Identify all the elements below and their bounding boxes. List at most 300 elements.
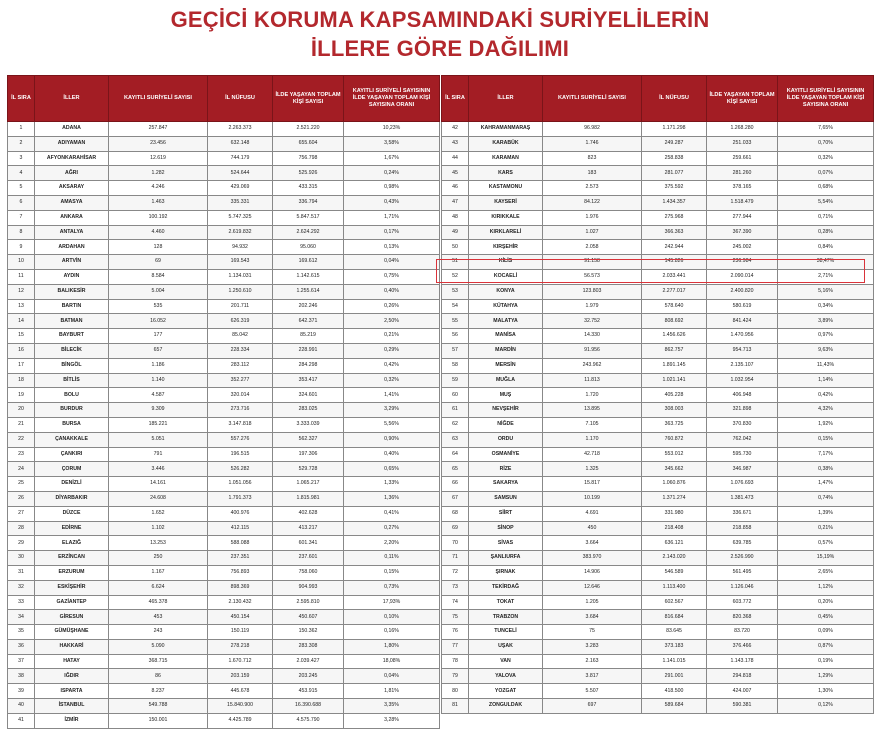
population-cell: 2.277.017: [642, 284, 707, 299]
table-row: [8, 388, 440, 403]
population-cell: 553.012: [642, 447, 707, 462]
registered-syrians-cell: 549.788: [109, 699, 208, 714]
table-row: [8, 329, 440, 344]
rank-cell: 77: [442, 639, 469, 654]
total-population-cell: 450.607: [273, 610, 344, 625]
province-cell: BARTIN: [35, 299, 109, 314]
registered-syrians-cell: 123.803: [543, 284, 642, 299]
table-row: [8, 713, 440, 728]
population-cell: 1.791.373: [208, 491, 273, 506]
table-row: [442, 181, 874, 196]
population-cell: 578.640: [642, 299, 707, 314]
province-cell: DİYARBAKIR: [35, 491, 109, 506]
registered-syrians-cell: 1.186: [109, 358, 208, 373]
registered-syrians-cell: 5.004: [109, 284, 208, 299]
table-row: [8, 314, 440, 329]
total-population-cell: 2.526.990: [707, 551, 778, 566]
table-row: [8, 684, 440, 699]
ratio-cell: 9,63%: [778, 343, 874, 358]
ratio-cell: 0,38%: [778, 462, 874, 477]
population-cell: 546.589: [642, 565, 707, 580]
population-cell: 218.408: [642, 521, 707, 536]
province-cell: BİNGÖL: [35, 358, 109, 373]
total-population-cell: 1.065.217: [273, 477, 344, 492]
table-row: [442, 580, 874, 595]
rank-cell: 8: [8, 225, 35, 240]
ratio-cell: 1,80%: [344, 639, 440, 654]
total-population-cell: 294.818: [707, 669, 778, 684]
ratio-cell: 38,47%: [778, 255, 874, 270]
kocaeli-highlight-box: [436, 259, 865, 283]
population-cell: 1.051.056: [208, 477, 273, 492]
total-population-cell: 1.032.954: [707, 373, 778, 388]
total-population-cell: 283.025: [273, 403, 344, 418]
rank-cell: 24: [8, 462, 35, 477]
ratio-cell: 0,26%: [344, 299, 440, 314]
rank-cell: 76: [442, 625, 469, 640]
table-row: [442, 299, 874, 314]
total-population-cell: 236.984: [707, 255, 778, 270]
total-population-cell: 4.575.790: [273, 713, 344, 728]
rank-cell: 27: [8, 506, 35, 521]
ratio-cell: 0,65%: [344, 462, 440, 477]
table-row: [8, 536, 440, 551]
province-cell: HAKKARİ: [35, 639, 109, 654]
province-cell: AYDIN: [35, 269, 109, 284]
table-row: [442, 477, 874, 492]
rank-cell: 45: [442, 166, 469, 181]
registered-syrians-cell: 2.573: [543, 181, 642, 196]
table-row: [8, 181, 440, 196]
table-row: [8, 373, 440, 388]
header-total-population: İLDE YAŞAYAN TOPLAM KİŞİ SAYISI: [273, 76, 344, 122]
province-cell: BURSA: [35, 417, 109, 432]
province-cell: VAN: [469, 654, 543, 669]
registered-syrians-cell: 243.962: [543, 358, 642, 373]
population-cell: 808.692: [642, 314, 707, 329]
population-cell: 760.872: [642, 432, 707, 447]
rank-cell: 40: [8, 699, 35, 714]
total-population-cell: 370.830: [707, 417, 778, 432]
table-row: [442, 358, 874, 373]
province-cell: ANTALYA: [35, 225, 109, 240]
ratio-cell: 0,90%: [344, 432, 440, 447]
table-row: [8, 255, 440, 270]
ratio-cell: 3,28%: [344, 713, 440, 728]
province-cell: GÜMÜŞHANE: [35, 625, 109, 640]
table-row: [8, 699, 440, 714]
ratio-cell: 3,58%: [344, 136, 440, 151]
population-cell: 429.069: [208, 181, 273, 196]
population-cell: 196.515: [208, 447, 273, 462]
registered-syrians-cell: 14.161: [109, 477, 208, 492]
rank-cell: 14: [8, 314, 35, 329]
table-row: [442, 536, 874, 551]
ratio-cell: 1,30%: [778, 684, 874, 699]
ratio-cell: 0,32%: [344, 373, 440, 388]
province-cell: KARS: [469, 166, 543, 181]
ratio-cell: 0,09%: [778, 625, 874, 640]
population-cell: 345.662: [642, 462, 707, 477]
registered-syrians-cell: 3.283: [543, 639, 642, 654]
total-population-cell: 590.381: [707, 699, 778, 714]
province-cell: AKSARAY: [35, 181, 109, 196]
rank-cell: 43: [442, 136, 469, 151]
header-total-population: İLDE YAŞAYAN TOPLAM KİŞİ SAYISI: [707, 76, 778, 122]
registered-syrians-cell: 14.330: [543, 329, 642, 344]
population-cell: 445.678: [208, 684, 273, 699]
province-cell: BİTLİS: [35, 373, 109, 388]
rank-cell: 50: [442, 240, 469, 255]
province-cell: SİİRT: [469, 506, 543, 521]
ratio-cell: 0,19%: [778, 654, 874, 669]
ratio-cell: 0,41%: [344, 506, 440, 521]
province-table-left: [7, 75, 440, 729]
rank-cell: 26: [8, 491, 35, 506]
province-cell: MUĞLA: [469, 373, 543, 388]
total-population-cell: 346.987: [707, 462, 778, 477]
population-cell: 1.371.274: [642, 491, 707, 506]
table-row: [8, 151, 440, 166]
total-population-cell: 1.142.615: [273, 269, 344, 284]
rank-cell: 11: [8, 269, 35, 284]
population-cell: 1.891.145: [642, 358, 707, 373]
ratio-cell: 4,32%: [778, 403, 874, 418]
rank-cell: 12: [8, 284, 35, 299]
registered-syrians-cell: 5.090: [109, 639, 208, 654]
total-population-cell: 561.495: [707, 565, 778, 580]
ratio-cell: 0,74%: [778, 491, 874, 506]
total-population-cell: 259.661: [707, 151, 778, 166]
registered-syrians-cell: 250: [109, 551, 208, 566]
total-population-cell: 2.090.014: [707, 269, 778, 284]
registered-syrians-cell: 1.282: [109, 166, 208, 181]
rank-cell: 81: [442, 699, 469, 714]
total-population-cell: 202.246: [273, 299, 344, 314]
ratio-cell: 0,98%: [344, 181, 440, 196]
ratio-cell: 0,43%: [344, 195, 440, 210]
population-cell: 636.121: [642, 536, 707, 551]
province-cell: BOLU: [35, 388, 109, 403]
population-cell: 2.033.441: [642, 269, 707, 284]
total-population-cell: 376.466: [707, 639, 778, 654]
registered-syrians-cell: 96.982: [543, 122, 642, 137]
table-row: [442, 240, 874, 255]
province-cell: SAMSUN: [469, 491, 543, 506]
header-rank: İL SIRA: [442, 76, 469, 122]
rank-cell: 19: [8, 388, 35, 403]
total-population-cell: 525.926: [273, 166, 344, 181]
total-population-cell: 603.772: [707, 595, 778, 610]
rank-cell: 69: [442, 521, 469, 536]
total-population-cell: 402.628: [273, 506, 344, 521]
province-cell: KARABÜK: [469, 136, 543, 151]
rank-cell: 56: [442, 329, 469, 344]
registered-syrians-cell: 12.646: [543, 580, 642, 595]
ratio-cell: 0,10%: [344, 610, 440, 625]
province-cell: BURDUR: [35, 403, 109, 418]
total-population-cell: 529.728: [273, 462, 344, 477]
total-population-cell: 413.217: [273, 521, 344, 536]
ratio-cell: 0,32%: [778, 151, 874, 166]
ratio-cell: 2,50%: [344, 314, 440, 329]
table-row: [8, 669, 440, 684]
population-cell: 237.351: [208, 551, 273, 566]
population-cell: 756.893: [208, 565, 273, 580]
registered-syrians-cell: 1.325: [543, 462, 642, 477]
ratio-cell: 0,75%: [344, 269, 440, 284]
total-population-cell: 2.039.427: [273, 654, 344, 669]
rank-cell: 9: [8, 240, 35, 255]
population-cell: 258.838: [642, 151, 707, 166]
rank-cell: 10: [8, 255, 35, 270]
rank-cell: 48: [442, 210, 469, 225]
ratio-cell: 0,21%: [344, 329, 440, 344]
population-cell: 862.757: [642, 343, 707, 358]
total-population-cell: 758.060: [273, 565, 344, 580]
table-row: [8, 491, 440, 506]
total-population-cell: 16.390.688: [273, 699, 344, 714]
population-cell: 273.716: [208, 403, 273, 418]
ratio-cell: 1,39%: [778, 506, 874, 521]
rank-cell: 68: [442, 506, 469, 521]
population-cell: 375.592: [642, 181, 707, 196]
registered-syrians-cell: 9.309: [109, 403, 208, 418]
province-cell: BİLECİK: [35, 343, 109, 358]
ratio-cell: 15,19%: [778, 551, 874, 566]
rank-cell: 70: [442, 536, 469, 551]
table-row: [442, 610, 874, 625]
ratio-cell: 1,81%: [344, 684, 440, 699]
rank-cell: 67: [442, 491, 469, 506]
registered-syrians-cell: 2.058: [543, 240, 642, 255]
population-cell: 150.119: [208, 625, 273, 640]
rank-cell: 47: [442, 195, 469, 210]
rank-cell: 57: [442, 343, 469, 358]
rank-cell: 32: [8, 580, 35, 595]
registered-syrians-cell: 4.460: [109, 225, 208, 240]
ratio-cell: 1,12%: [778, 580, 874, 595]
total-population-cell: 2.135.107: [707, 358, 778, 373]
registered-syrians-cell: 23.456: [109, 136, 208, 151]
population-cell: 308.003: [642, 403, 707, 418]
rank-cell: 80: [442, 684, 469, 699]
registered-syrians-cell: 3.684: [543, 610, 642, 625]
province-cell: NİĞDE: [469, 417, 543, 432]
header-province-population: İL NÜFUSU: [642, 76, 707, 122]
population-cell: 405.228: [642, 388, 707, 403]
rank-cell: 71: [442, 551, 469, 566]
population-cell: 626.319: [208, 314, 273, 329]
population-cell: 2.263.373: [208, 122, 273, 137]
ratio-cell: 1,36%: [344, 491, 440, 506]
total-population-cell: 642.371: [273, 314, 344, 329]
registered-syrians-cell: 1.167: [109, 565, 208, 580]
population-cell: 1.670.712: [208, 654, 273, 669]
total-population-cell: 251.033: [707, 136, 778, 151]
registered-syrians-cell: 100.192: [109, 210, 208, 225]
ratio-cell: 7,17%: [778, 447, 874, 462]
rank-cell: 16: [8, 343, 35, 358]
ratio-cell: 0,40%: [344, 284, 440, 299]
province-cell: KARAMAN: [469, 151, 543, 166]
rank-cell: 4: [8, 166, 35, 181]
registered-syrians-cell: 177: [109, 329, 208, 344]
population-cell: 898.369: [208, 580, 273, 595]
registered-syrians-cell: 56.573: [543, 269, 642, 284]
province-cell: KIRŞEHİR: [469, 240, 543, 255]
ratio-cell: 0,21%: [778, 521, 874, 536]
population-cell: 363.725: [642, 417, 707, 432]
rank-cell: 55: [442, 314, 469, 329]
population-cell: 331.980: [642, 506, 707, 521]
table-row: [442, 625, 874, 640]
rank-cell: 38: [8, 669, 35, 684]
registered-syrians-cell: 1.463: [109, 195, 208, 210]
population-cell: 602.567: [642, 595, 707, 610]
population-cell: 1.134.031: [208, 269, 273, 284]
population-cell: 291.001: [642, 669, 707, 684]
total-population-cell: 424.007: [707, 684, 778, 699]
registered-syrians-cell: 257.847: [109, 122, 208, 137]
rank-cell: 58: [442, 358, 469, 373]
ratio-cell: 0,17%: [344, 225, 440, 240]
table-row: [442, 225, 874, 240]
province-cell: ADANA: [35, 122, 109, 137]
table-row: [442, 314, 874, 329]
rank-cell: 52: [442, 269, 469, 284]
table-row: [442, 210, 874, 225]
table-row: [442, 595, 874, 610]
total-population-cell: 378.165: [707, 181, 778, 196]
total-population-cell: 2.400.820: [707, 284, 778, 299]
total-population-cell: 2.624.292: [273, 225, 344, 240]
ratio-cell: 0,73%: [344, 580, 440, 595]
province-cell: ERZURUM: [35, 565, 109, 580]
ratio-cell: 1,71%: [344, 210, 440, 225]
ratio-cell: 1,29%: [778, 669, 874, 684]
header-ratio: KAYITLI SURİYELİ SAYISININ İLDE YAŞAYAN TOPLAM KİŞİ SAYISINA ORANI: [344, 76, 440, 122]
registered-syrians-cell: 185.221: [109, 417, 208, 432]
registered-syrians-cell: 1.979: [543, 299, 642, 314]
ratio-cell: 10,23%: [344, 122, 440, 137]
province-cell: RİZE: [469, 462, 543, 477]
rank-cell: 21: [8, 417, 35, 432]
ratio-cell: 0,42%: [778, 388, 874, 403]
table-row: [8, 299, 440, 314]
population-cell: 169.543: [208, 255, 273, 270]
rank-cell: 39: [8, 684, 35, 699]
population-cell: 5.747.325: [208, 210, 273, 225]
population-cell: 145.826: [642, 255, 707, 270]
province-cell: HATAY: [35, 654, 109, 669]
total-population-cell: 1.815.981: [273, 491, 344, 506]
population-cell: 249.287: [642, 136, 707, 151]
population-cell: 450.154: [208, 610, 273, 625]
registered-syrians-cell: 697: [543, 699, 642, 714]
rank-cell: 15: [8, 329, 35, 344]
total-population-cell: 83.720: [707, 625, 778, 640]
ratio-cell: 0,28%: [778, 225, 874, 240]
rank-cell: 63: [442, 432, 469, 447]
total-population-cell: 406.948: [707, 388, 778, 403]
province-cell: ANKARA: [35, 210, 109, 225]
total-population-cell: 2.521.220: [273, 122, 344, 137]
rank-cell: 46: [442, 181, 469, 196]
ratio-cell: 0,57%: [778, 536, 874, 551]
ratio-cell: 0,13%: [344, 240, 440, 255]
province-cell: KAYSERİ: [469, 195, 543, 210]
province-cell: DÜZCE: [35, 506, 109, 521]
rank-cell: 31: [8, 565, 35, 580]
registered-syrians-cell: 24.608: [109, 491, 208, 506]
province-cell: KIRKLARELİ: [469, 225, 543, 240]
province-cell: KIRIKKALE: [469, 210, 543, 225]
rank-cell: 28: [8, 521, 35, 536]
ratio-cell: 1,47%: [778, 477, 874, 492]
registered-syrians-cell: 91.956: [543, 343, 642, 358]
rank-cell: 18: [8, 373, 35, 388]
province-cell: BAYBURT: [35, 329, 109, 344]
rank-cell: 49: [442, 225, 469, 240]
registered-syrians-cell: 10.199: [543, 491, 642, 506]
ratio-cell: 0,42%: [344, 358, 440, 373]
population-cell: 242.944: [642, 240, 707, 255]
table-row: [442, 388, 874, 403]
rank-cell: 37: [8, 654, 35, 669]
total-population-cell: 284.298: [273, 358, 344, 373]
province-cell: KİLİS: [469, 255, 543, 270]
registered-syrians-cell: 4.587: [109, 388, 208, 403]
province-cell: ERZİNCAN: [35, 551, 109, 566]
population-cell: 1.434.357: [642, 195, 707, 210]
population-cell: 588.088: [208, 536, 273, 551]
rank-cell: 6: [8, 195, 35, 210]
rank-cell: 22: [8, 432, 35, 447]
ratio-cell: 0,07%: [778, 166, 874, 181]
population-cell: 373.183: [642, 639, 707, 654]
total-population-cell: 5.847.517: [273, 210, 344, 225]
total-population-cell: 453.915: [273, 684, 344, 699]
population-cell: 1.021.141: [642, 373, 707, 388]
province-cell: TUNCELİ: [469, 625, 543, 640]
population-cell: 83.645: [642, 625, 707, 640]
total-population-cell: 169.612: [273, 255, 344, 270]
table-row: [442, 343, 874, 358]
registered-syrians-cell: 3.446: [109, 462, 208, 477]
total-population-cell: 283.308: [273, 639, 344, 654]
province-cell: YOZGAT: [469, 684, 543, 699]
total-population-cell: 954.713: [707, 343, 778, 358]
ratio-cell: 2,71%: [778, 269, 874, 284]
population-cell: 366.363: [642, 225, 707, 240]
total-population-cell: 150.362: [273, 625, 344, 640]
registered-syrians-cell: 1.976: [543, 210, 642, 225]
total-population-cell: 1.518.479: [707, 195, 778, 210]
province-cell: SİVAS: [469, 536, 543, 551]
registered-syrians-cell: 791: [109, 447, 208, 462]
population-cell: 557.276: [208, 432, 273, 447]
registered-syrians-cell: 12.619: [109, 151, 208, 166]
registered-syrians-cell: 69: [109, 255, 208, 270]
province-cell: ZONGULDAK: [469, 699, 543, 714]
table-row: [442, 639, 874, 654]
population-cell: 632.148: [208, 136, 273, 151]
province-cell: KOCAELİ: [469, 269, 543, 284]
page-title-line-1: GEÇİCİ KORUMA KAPSAMINDAKİ SURİYELİLERİN: [170, 7, 710, 32]
total-population-cell: 756.798: [273, 151, 344, 166]
province-cell: AĞRI: [35, 166, 109, 181]
